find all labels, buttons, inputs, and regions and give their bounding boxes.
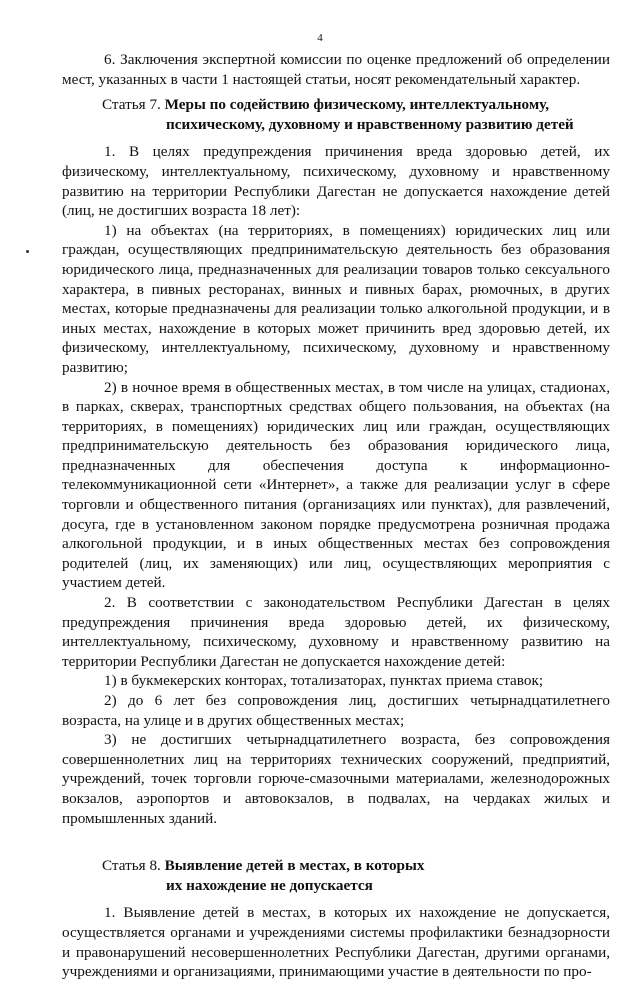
article-7-heading [102, 95, 610, 134]
article-7-title-line2: психическому, духовному и нравственному развитию детей [166, 115, 574, 133]
scan-mark [26, 250, 29, 253]
art7-paragraph-1: 1. В целях предупреждения причинения вреда здоровью детей, их физическому, интеллектуальному, психическому, духовному и нравственному развитию на территории Республики Дагестан не допускается нахождение детей (лиц, не достигших возраста 18 лет): [62, 143, 610, 220]
art6-paragraph-6: 6. Заключения экспертной комиссии по оценке предложений об определении мест, указанных в части 1 настоящей статьи, носят рекомендательный характер. [62, 51, 610, 88]
art7-paragraph-2: 2. В соответствии с законодательством Республики Дагестан в целях предупреждения причинения вреда здоровью детей, их физическому, интеллектуальному, психическому, духовному и нравственному развитию на территории Республики Дагестан не допускается нахождение детей: [62, 594, 610, 670]
document-body [62, 50, 610, 982]
art7-item-1-2: 2) в ночное время в общественных местах, в том числе на улицах, стадионах, в парках, скверах, транспортных средствах общего пользования, на объектах (на территориях, в помещениях) юридических лиц или граждан, осуществляющих предпринимательскую деятельность без образования юридического лица, предназначенных для обеспечения доступа к информационно-телекоммуникационной сети «Интернет», а также для реализации услуг в сфере торговли и общественного питания (организациях или пунктах), для развлечений, досуга, где в установленном законом порядке предусмотрена розничная продажа алкогольной продукции, и в иных общественных местах без сопровождения родителей (лиц, их заменяющих) или лиц, осуществляющих мероприятия с участием детей. [62, 378, 610, 592]
art8-paragraph-1: 1. Выявление детей в местах, в которых их нахождение не допускается, осуществляется органами и учреждениями системы профилактики безнадзорности и правонарушений несовершеннолетних Республики Дагестан, другими органами, учреждениями и организациями, принимающими участие в деятельности по про- [62, 904, 610, 981]
art7-item-2-3: 3) не достигших четырнадцатилетнего возраста, без сопровождения совершеннолетних лиц на территориях технических сооружений, предприятий, учреждений, точек торговли горюче-смазочными материалами, железнодорожных вокзалов, аэропортов и автовокзалов, в подвалах, на чердаках жилых и промышленных зданий. [62, 731, 610, 827]
art7-item-2-1: 1) в букмекерских конторах, тотализаторах, пунктах приема ставок; [104, 672, 544, 690]
art7-item-2-2: 2) до 6 лет без сопровождения лиц, достигших четырнадцатилетнего возраста, на улице и в других общественных местах; [62, 692, 610, 729]
article-7-prefix: Статья 7. [102, 96, 165, 114]
article-7-title-line1: Меры по содействию физическому, интеллектуальному, [164, 96, 550, 114]
page-number: 4 [317, 32, 323, 44]
article-8-heading [102, 856, 610, 895]
article-8-prefix: Статья 8. [102, 857, 165, 875]
art7-item-1-1: 1) на объектах (на территориях, в помещениях) юридических лиц или граждан, осуществляющих предпринимательскую деятельность без образования юридического лица, предназначенных для реализации товаров только сексуального характера, в пивных ресторанах, винных и пивных барах, рюмочных, в других местах, которые предназначены для реализации только алкогольной продукции, и в иных местах, нахождение в которых может причинить вред здоровью детей, их физическому, интеллектуальному, психическому, духовному и нравственному развитию; [62, 221, 610, 376]
article-8-title-line2: их нахождение не допускается [166, 876, 373, 894]
article-8-title-line1: Выявление детей в местах, в которых [164, 857, 425, 875]
